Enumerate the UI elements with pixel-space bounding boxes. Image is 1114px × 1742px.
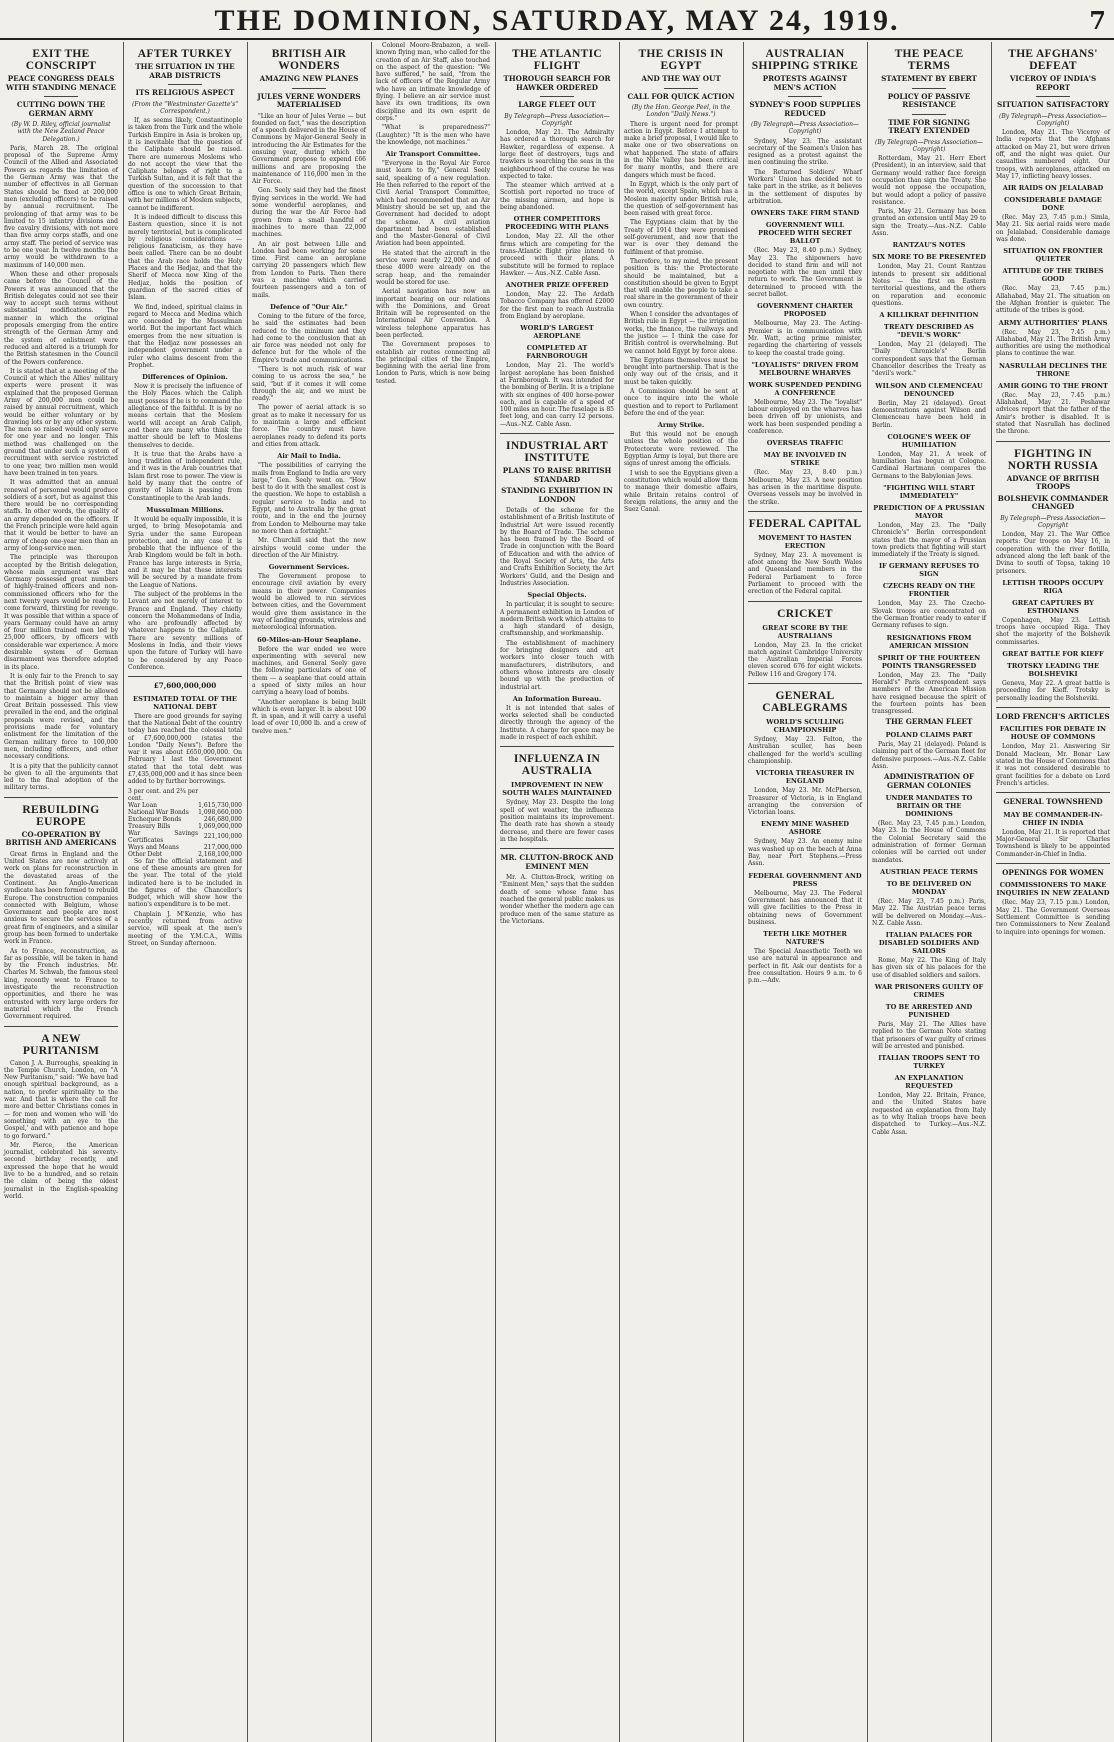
divider [292, 88, 326, 89]
paragraph: Rotterdam, May 21. Herr Ebert (President), in an interview, said that Germany would rather face foreign occupation than sign the Treaty. She would not oppose the occupation, but would adopt a policy of passive resistance. [872, 155, 986, 206]
paragraph: The establishment of machinery for bringing designers and art workers into closer touch with manufacturers, distributors, and others whose interests are closely bound up with the production of industrial art. [500, 639, 614, 691]
headline: INDUSTRIAL ART INSTITUTE [506, 440, 608, 464]
divider [540, 96, 574, 97]
paragraph: It was admitted that an annual renewal of personnel would produce soldiers of a sort, but as against this there would be no corresponding staffs. In other words, the quality of an army depended on the officers. If the French principle were held again that it would be better to have an army of cheap one-year men than an army of long-service men. [4, 479, 118, 552]
divider [4, 1026, 118, 1027]
paragraph: London, May 21. The Admiralty has ordered a thorough search for Hawker, regardless of expense. A large fleet of destroyers, tugs and trawlers is searching the seas in the neighbourhood of the course he was expected to take. [500, 129, 614, 180]
section-heading: 60-Miles-an-Hour Seaplane. [257, 635, 361, 644]
column-8 [868, 42, 990, 1742]
section-heading: ITALIAN PALACES FOR DISABLED SOLDIERS AND SAILORS [878, 931, 980, 956]
paragraph: Rome, May 22. The King of Italy has given six of his palaces for the use of disabled soldiers and sailors. [872, 957, 986, 979]
section-heading: UNDER MANDATES TO BRITAIN OR THE DOMINIONS [885, 794, 973, 819]
paragraph: Mr. Churchill said that the new airships would come under the direction of the Air Ministry. [252, 537, 366, 559]
section-heading: WORK SUSPENDED PENDING A CONFERENCE [748, 380, 862, 397]
paragraph: London, May 22. Britain, France, and the United States have requested an explanation from Italy as to why Italian troops have been dispatched to Turkey.—Aus.-N.Z. Cable Assn. [872, 1092, 986, 1136]
paragraph: Mr. Pierce, the American journalist, celebrated his seventy-second birthday recently, and expressed the hope that he would live to be a hundred, and so retain the claim of being the oldest journalist in the English-speaking world. [4, 1141, 118, 1200]
divider [996, 863, 1110, 864]
paragraph: (Rec. May 23, 7.15 p.m.) London, May 21. The Government Overseas Settlement Committee is sending two Commissioners to New Zealand to inquire into openings for women. [996, 899, 1110, 936]
section-heading: COMMISSIONERS TO MAKE INQUIRIES IN NEW ZEALAND [996, 881, 1110, 898]
headline: CRICKET [777, 607, 833, 620]
subheadline: CO-OPERATION BY BRITISH AND AMERICANS [5, 829, 117, 848]
section-heading: ITALIAN TROOPS SENT TO TURKEY [878, 1054, 980, 1071]
subheadline: TIME FOR SIGNING TREATY EXTENDED [888, 117, 970, 135]
section-heading: Special Objects. [527, 591, 587, 600]
section-heading: WORLD'S SCULLING CHAMPIONSHIP [766, 718, 844, 735]
paragraph: London, May 21. It is reported that Major-General Sir Charles Townshend is likely to be appointed Commander-in-Chief in India. [996, 828, 1110, 858]
paragraph: So far the official statement and one of these amounts are given for the year. The total of the yield indicated here is to be included in the figures of the Chancellor's Budget, which will show how the nation's expenditure is to be met. [128, 857, 242, 909]
divider [128, 676, 242, 677]
divider [500, 848, 614, 849]
section-heading: A KILLIKRAT DEFINITION [879, 311, 979, 320]
paragraph: Aerial navigation has now an important bearing on our relations with the Dominions, and Great Britain will be represented on the International Air Convention. A wireless telephone apparatus has been perfected. [376, 288, 490, 339]
table-row: War Savings Certificates 221,100,000 [128, 829, 242, 844]
subheadline: POLICY OF PASSIVE RESISTANCE [887, 91, 971, 109]
section-heading: TREATY DESCRIBED AS "DEVIL'S WORK" [884, 323, 974, 340]
paragraph: If, as seems likely, Constantinople is taken from the Turk and the whole Turkish Empire in Asia is broken up, it is inevitable that the question of the Caliphate should be raised. There are numerous Moslems who do not accept the view that the Caliphate belongs of right to a Turkish Sultan, and it is felt that the question of the succession to that office is one to which Great Britain, with her millions of Moslem subjects, cannot be indifferent. [128, 117, 242, 212]
section-heading: Differences of Opinion. [142, 373, 228, 382]
paragraph: London, May 21. The War Office reports: Our troops on May 16, in cooperation with the river flotilla, advanced along the left bank of the Dvina to south of Topsa, taking 10 prisoners. [996, 531, 1110, 575]
headline: GENERAL CABLEGRAMS [762, 690, 848, 715]
divider [996, 441, 1110, 442]
table-row: National War Bonds 1,098,660,000 [128, 808, 242, 816]
paragraph: Melbourne, May 23. The Acting-Premier is in communication with Mr. Watt, acting prime minister, regarding the chartering of vessels to keep the coastal trade going. [748, 320, 862, 357]
divider [996, 707, 1110, 708]
paragraph: The Egyptians claim that by the Treaty of 1914 they were promised self-government, and now that the war is over they demand the fulfilment of that promise. [624, 219, 738, 256]
paragraph: Great firms in England and the United States are now actively at work on plans for reconstruction in the devastated areas of the Continent. An Anglo-American syndicate has been formed to rebuild Europe. The construction companies connected with Belgium, whose Government and people are most anxious to secure the services of a great firm of engineers, and a similar group has been formed to undertake work in France. [4, 850, 118, 946]
paragraph: Sydney, May 23. Despite the long spell of wet weather, the influenza position maintains its improvement. The death rate has shown a steady decrease, and there are fewer cases in the hospitals. [500, 799, 614, 843]
subheadline: IMPROVEMENT IN NEW SOUTH WALES MAINTAINED [502, 781, 612, 798]
section-heading: SIX MORE TO BE PRESENTED [872, 253, 986, 262]
paragraph: The steamer which arrived at a Scottish port reported no trace of the missing airmen, and hope is being abandoned. [500, 182, 614, 212]
table-row: War Loan 1,615,730,000 [128, 801, 242, 809]
section-heading: WILSON AND CLEMENCEAU DENOUNCED [875, 381, 983, 398]
table-row: Ways and Means 217,000,000 [128, 843, 242, 851]
divider [168, 84, 202, 85]
paragraph: Paris, March 28. The original proposal of the Supreme Army Council of the Allied and Associated Powers as regards the limitation of the German Army was that the number of effectives in all German States should be fixed at 200,000 men (excluding officers) to be raised by annual recruitment. The prolonging of that army was to be limited to 15 infantry divisions and five cavalry divisions, with not more than five army corps staffs, and one army staff. The period of service was to be one year. In twelve months the army would be withdrawn to a maximum of 140,000 men. [4, 144, 118, 269]
paragraph: When these and other proposals came before the Council of the Powers it was announced that the British delegates could not see their way to accept such terms without substantial modifications. The manner in which the original proposals emerging from the entire strength of the German Army and the system of enlistment were reduced and altered is a triumph for the British statesmen in the Council of the Powers conference. [4, 270, 118, 366]
headline: A NEW PURITANISM [22, 1032, 100, 1057]
headline: BRITISH AIR WONDERS [271, 48, 347, 72]
subheadline: ITS RELIGIOUS ASPECT [135, 88, 235, 97]
paragraph: "There is not much risk of war coming to us across the sea," he said, "but if it comes it will come through the air, and we must be ready." [252, 366, 366, 403]
paragraph: There is urgent need for prompt action in Egypt. Before I attempt to make a brief proposal, I would like to make one or two observations on what happened. The state of affairs in the Nile Valley has been critical for many months, and there are dangers which must be faced. [624, 120, 738, 179]
paragraph: In Egypt, which is the only part of the world, except Spain, which has a Moslem majority under British rule, the question of self-government has been raised with great force. [624, 180, 738, 218]
divider [912, 114, 946, 115]
table-row: Other Debt 2,168,100,000 [128, 850, 242, 858]
subheadline: ADVANCE OF BRITISH TROOPS [1006, 473, 1100, 492]
section-heading: NASRULLAH DECLINES THE THRONE [998, 361, 1108, 378]
column-3 [248, 42, 370, 1742]
divider [1036, 96, 1070, 97]
paragraph: He stated that the aircraft in the service were nearly 22,000 and of these 4000 were already on the scrap heap, and the remainder would be stored for use. [376, 249, 490, 286]
paragraph: London, May 23. Mr. McPherson, Treasurer of Victoria, is in England arranging the conversion of Victorian loans. [748, 787, 862, 817]
paragraph: (Rec. May 23, 7.45 p.m.) Allahabad, May 21. Peshawar advices report that the father of the Amir's brother is disabled. It is stated that Nasrullah has declined the throne. [996, 391, 1110, 436]
paragraph: It is stated that at a meeting of the Council at which the Allies' military experts were present it was explained that the proposed German Army of 200,000 men could be raised by annual recruitment, which would be either voluntary or by drawing lots or by any other system. The men so raised would only serve for one year and no longer. This method was challenged on the ground that under such a system of recruitment with service restricted to one year, two million men would have been trained in ten years. [4, 367, 118, 477]
headline: OPENINGS FOR WOMEN [1002, 867, 1104, 877]
paragraph: London, May 23. In the cricket match against Cambridge University the Australian Imperial Forces eleven scored 676 for eight wickets. Pellew 116 and Gregory 174. [748, 641, 862, 678]
section-heading: CZECHS READY ON THE FRONTIER [882, 582, 976, 599]
section-heading: FEDERAL GOVERNMENT AND PRESS [748, 871, 862, 888]
column-5 [496, 42, 618, 1742]
divider [500, 433, 614, 434]
paragraph: (Rec. May 23, 8.40 p.m.) Sydney, May 23. The shipowners have decided to stand firm and will not negotiate with the men until they return to work. The Government is determined to proceed with the secret ballot. [748, 247, 862, 299]
section-heading: OVERSEAS TRAFFIC [766, 439, 844, 448]
paragraph: Copenhagen, May 23. Lettish troops have occupied Riga. They shot the majority of the Bolshevik commissaries. [996, 616, 1110, 646]
paragraph: London, May 21. Answering Sir Donald Maclean, Mr. Bonar Law stated in the House of Commons that it was not considered desirable to grant facilities for a debate on Lord French's articles. [996, 743, 1110, 787]
paragraph: Therefore, to my mind, the present position is this: the Protectorate should be maintained, but a constitution should be given to Egypt that will enable the people to take a real share in the government of their own country. [624, 257, 738, 309]
paragraph: The power of aerial attack is so great as to make it necessary for us to maintain a large and efficient force. The country must have aeroplanes ready to defend its ports and cities from attack. [252, 404, 366, 448]
paragraph: (Rec. May 23, 7.45 p.m.) Paris, May 22. The Austrian peace terms will be delivered on Monday.—Aus.-N.Z. Cable Assn. [872, 897, 986, 927]
paragraph: Colonel Moore-Brabazon, a well-known flying man, who called for the creation of an Air Staff, also touched on the aspect of the question: "We have suffered," he said, "from the lack of officers of the Regular Army who have an intimate knowledge of flying. I believe an air service must have its own traditions, its own discipline and its own esprit de corps." [376, 42, 490, 122]
section-heading: Air Transport Committee. [385, 150, 481, 159]
subheadline: MOVEMENT TO HASTEN ERECTION [758, 533, 852, 550]
headline: REBUILDING EUROPE [22, 803, 100, 828]
table-row: Treasury Bills 1,069,000,000 [128, 822, 242, 830]
subheadline: AND THE WAY OUT [641, 74, 721, 83]
headline: THE AFGHANS' DEFEAT [1008, 48, 1098, 72]
paragraph: Paris, May 21. The Allies have replied to the German Note stating that prisoners of war guilty of crimes will be arrested and punished. [872, 1021, 986, 1050]
section-heading: An Information Bureau. [512, 694, 602, 703]
byline: (By W. D. Riley, official journalist with the New Zealand Peace Delegation.) [11, 121, 111, 143]
section-heading: TROTSKY LEADING THE BOLSHEVIKI [1006, 662, 1100, 679]
paragraph: The Egyptians themselves must be brought into partnership. That is the only way out of the crisis, and it must be taken quickly. [624, 356, 738, 386]
paragraph: It is a pity that the publicity cannot be given to all the arguments that led to the final adoption of the military terms. [4, 762, 118, 792]
section-heading: ENEMY MINE WASHED ASHORE [761, 820, 849, 837]
subheadline: STATEMENT BY EBERT [881, 74, 977, 83]
section-heading: LETTISH TROOPS OCCUPY RIGA [1002, 578, 1104, 595]
paragraph: Melbourne, May 23. The "loyalist" labour employed on the wharves has been driven off by unionists, and work has been suspended pending a conference. [748, 398, 862, 436]
paragraph: Gen. Seely said they had the finest flying services in the world. We had some wonderful aeroplanes, and during the war the Air Force had grown from a small handful of machines to more than 22,000 machines. [252, 187, 366, 239]
table-row: 3 per cent. and 2¾ per cent. [128, 787, 199, 802]
paragraph: The Government propose to encourage civil aviation by every means in their power. Companies would be allowed to run services between cities, and the Government would give them assistance in the way of landing grounds, wireless and meteorological information. [252, 573, 366, 632]
section-heading: VICTORIA TREASURER IN ENGLAND [755, 769, 855, 786]
byline: (By Telegraph—Press Association—Copyright) [875, 138, 983, 153]
section-heading: SITUATION ON FRONTIER QUIETER [1003, 247, 1103, 264]
paragraph: "Everyone in the Royal Air Force must learn to fly," General Seely said, speaking of a new regulation. He then referred to the report of the Civil Aerial Transport Committee, which had recommended that an Air Ministry should be set up, and the Government had decided to adopt the scheme. A civil aviation department had been established and the Master-General of Civil Aviation had been appointed. [376, 160, 490, 248]
paragraph: London, May 23. The "Daily Herald's" Paris correspondent says members of the American Mission have resigned because the spirit of the fourteen points has been transgressed. [872, 671, 986, 716]
divider [912, 88, 946, 89]
headline: EXIT THE CONSCRIPT [25, 48, 97, 72]
section-heading: GREAT BATTLE FOR KIEFF [1002, 650, 1104, 659]
section-heading: CONSIDERABLE DAMAGE DONE [1004, 196, 1102, 213]
section-heading: COLOGNE'S WEEK OF HUMILIATION [887, 432, 971, 449]
section-heading: Mussulman Millions. [146, 505, 224, 514]
paragraph: Paris, May 21. Germany has been granted an extension until May 29 to sign the Treaty.—Aus.-N.Z. Cable Assn. [872, 208, 986, 238]
masthead [0, 0, 1114, 40]
paragraph: It is true that the Arabs have a long tradition of independent rule, and it was in the Arab countries that Islam first rose to power. The view is held by many that the centre of gravity of Islam is passing from Constantinople to the Arab lands. [128, 450, 242, 502]
paragraph: (Rec. May 23, 7.45 p.m.) Allahabad, May 21. The British Army authorities are using the methodical plans to continue the war. [996, 328, 1110, 358]
paragraph: But this would not be enough unless the whole position of the Protectorate were reviewed. The Egyptian Army is loyal, but there are signs of unrest among the officials. [624, 431, 738, 468]
paragraph: When I consider the advantages of British rule in Egypt — the irrigation works, the finance, the railways and the justice — I think the case for British control is overwhelming. But we cannot hold Egypt by force alone. [624, 311, 738, 355]
paragraph: Now it is precisely the influence of the Holy Places which the Caliph must possess if he is to command the allegiance of the faithful. It is by no means certain that the Moslem world will accept an Arab Caliph, and there are many who think the matter should be left to Moslems themselves to decide. [128, 383, 242, 449]
byline: (By the Hon. George Peel, in the London "Daily News.") [631, 104, 731, 119]
section-heading: ARMY AUTHORITIES' PLANS [998, 318, 1108, 327]
divider [4, 797, 118, 798]
paragraph: Chaplain J. M'Kenzie, who has recently returned from active service, will speak at the men's meeting of the Y.M.C.A., Willis Street, on Sunday afternoon. [128, 910, 242, 947]
subheadline: PLANS TO RAISE BRITISH STANDARD [502, 466, 612, 484]
section-heading: FACILITIES FOR DEBATE IN HOUSE OF COMMONS [999, 725, 1107, 742]
divider [664, 88, 698, 89]
paragraph: It is indeed difficult to discuss this Eastern question, since it is not merely territorial, but is complicated by religious considerations — religious fanaticism, as they have been called. There can be no doubt that the Arab race holds the Holy Places and the Hedjaz, and that the Sherif of Mecca now King of the Hedjaz, holds the position of guardian of the sacred cities of Islam. [128, 213, 242, 302]
section-heading: RANTZAU'S NOTES [892, 241, 966, 250]
paragraph: London, May 21 (delayed). The "Daily Chronicle's" Berlin correspondent says that the German Chancellor describes the Treaty as "devil's work." [872, 341, 986, 378]
subheadline: JULES VERNE WONDERS MATERIALISED [257, 91, 361, 109]
section-heading: OTHER COMPETITORS PROCEEDING WITH PLANS [505, 215, 609, 232]
paragraph: It is not intended that sales of works selected shall be conducted directly through the agency of the Institute. A charge for space may be made in respect of each exhibit. [500, 704, 614, 742]
headline: ADMINISTRATION OF GERMAN COLONIES [883, 772, 975, 790]
byline: By Telegraph—Press Association—Copyright [1000, 514, 1106, 529]
divider [996, 792, 1110, 793]
column-1 [0, 42, 122, 1742]
paragraph: In particular, it is sought to secure: A permanent exhibition in London of modern British work which attains to a high standard of design, craftsmanship, and workmanship. [500, 601, 614, 638]
paragraph: Sydney, May 23. An enemy mine was washed up on the beach at Anna Bay, near Port Stephens.—Press Assn. [748, 838, 862, 868]
headline: FEDERAL CAPITAL [748, 517, 862, 530]
subheadline: CALL FOR QUICK ACTION [627, 91, 735, 101]
byline: (By Telegraph—Press Association—Copyright) [999, 112, 1107, 127]
section-heading: GOVERNMENT WILL PROCEED WITH SECRET BALLOT [758, 221, 852, 246]
paragraph: (Rec. May 23, 7.45 p.m.) London, May 23. In the House of Commons the Colonial Secretary said the administration of former German colonies will be carried out under mandates. [872, 820, 986, 864]
section-heading: RESIGNATIONS FROM AMERICAN MISSION [886, 633, 972, 650]
paragraph: The Special Anaesthetic Teeth we use are natural in appearance and perfect in fit. Ask our dentists for a free consultation. Hours 9 a.m. to 6 p.m.—Adv. [748, 948, 862, 985]
headline: THE GERMAN FLEET [885, 717, 973, 727]
section-heading: "FIGHTING WILL START IMMEDIATELY" [883, 484, 975, 500]
paragraph: An air post between Lille and London had been working for some time. First came an aeroplane carrying 20 passengers which flew from London to Paris. Then there was a machine which carried fourteen passengers and a ton of mails. [252, 240, 366, 299]
section-heading: TO BE ARRESTED AND PUNISHED [885, 1003, 973, 1019]
divider [748, 511, 862, 512]
paragraph: London, May 21. The world's largest aeroplane has been finished at Farnborough. It was intended for the bombing of Berlin. It is a triplane with six engines of 400 horse-power each, and is capable of a speed of 100 miles an hour. The fuselage is 85 feet long, and can carry 12 persons.—Aus.-N.Z. Cable Assn. [500, 362, 614, 428]
paragraph: Berlin, May 21 (delayed). Great demonstrations against Wilson and Clemenceau have been held in Berlin. [872, 399, 986, 429]
section-heading: TO BE DELIVERED ON MONDAY [886, 879, 972, 896]
paragraph: London, May 22. All the other firms which are competing for the trans-Atlantic flight prize intend to proceed with their plans. A substitute will be formed to replace Hawker. — Aus.-N.Z. Cable Assn. [500, 233, 614, 277]
paragraph: (Rec. May 23, 8.40 p.m.) Melbourne, May 23. A new position has arisen in the maritime dispute. Overseas vessels may be involved in the strike. [748, 469, 862, 506]
paragraph: The subject of the problems in the Levant are not merely of interest to France and England. They chiefly concern the Mohammedans of India, who are profoundly affected by whatever happens to the Caliphate. There are seventy millions of Moslems in India, and their views upon the future of Turkey will have to be considered by any Peace Conference. [128, 590, 242, 671]
section-heading: MAY BE INVOLVED IN STRIKE [763, 451, 847, 468]
section-heading: AN EXPLANATION REQUESTED [894, 1074, 964, 1091]
section-heading: Defence of "Our Air." [270, 302, 348, 311]
headline: MR. CLUTTON-BROCK AND EMINENT MEN [500, 853, 614, 871]
paragraph: (Rec. May 23, 7.45 p.m.) Allahabad, May 21. The situation on the Afghan frontier is quieter. The attitude of the tribes is good. [996, 285, 1110, 315]
paragraph: (Rec. May 23, 7.45 p.m.) Simla, May 21. Six aerial raids were made on Jelalabad. Considerable damage was done. [996, 214, 1110, 244]
column-4 [372, 42, 494, 1742]
paragraph: A Commission should be sent at once to inquire into the whole question and to report to Parliament before the end of the year. [624, 387, 738, 417]
column-9 [992, 42, 1114, 1742]
column-7 [744, 42, 866, 1742]
byline: (By Telegraph—Press Association—Copyright) [751, 121, 859, 136]
section-heading: Air Mail to India. [277, 452, 341, 461]
section-heading: IF GERMANY REFUSES TO SIGN [878, 562, 980, 579]
section-heading: ANOTHER PRIZE OFFERED [505, 281, 609, 290]
subheadline: PEACE CONGRESS DEALS WITH STANDING MENACE [6, 74, 116, 92]
headline: THE CRISIS IN EGYPT [638, 48, 724, 72]
section-heading: GREAT CAPTURES BY ESTHONIANS [1012, 598, 1094, 615]
divider [500, 746, 614, 747]
section-heading: TEETH LIKE MOTHER NATURE'S [763, 930, 847, 947]
section-heading: Government Services. [268, 563, 350, 572]
headline: THE ATLANTIC FLIGHT [512, 48, 602, 72]
divider [44, 96, 78, 97]
divider [788, 96, 822, 97]
section-heading: SPIRIT OF THE FOURTEEN POINTS TRANSGRESSED [877, 653, 981, 670]
subheadline: THOROUGH SEARCH FOR HAWKER ORDERED [503, 74, 611, 92]
headline: INFLUENZA IN AUSTRALIA [513, 753, 601, 778]
headline: GENERAL TOWNSHEND [1003, 797, 1103, 807]
paragraph: Paris, May 21 (delayed). Poland is claiming part of the German fleet for defensive purposes.—Aus.-N.Z. Cable Assn. [872, 740, 986, 770]
paragraph: Sydney, May 23. Felton, the Australian sculler, has been challenged for the world's sculling championship. [748, 736, 862, 765]
paragraph: Details of the scheme for the establishment of a British Institute of Industrial Art were issued recently by the Board of Trade. The scheme has been framed by the Board of Trade in conjunction with the Board of Education and with the advice of the Royal Society of Arts, the Arts and Crafts Exhibition Society, the Art Workers' Guild, and the Design and Industries Association. [500, 507, 614, 587]
paragraph: Melbourne, May 23. The Federal Government has announced that it will give facilities to the Press in obtaining news of Government business. [748, 889, 862, 926]
subheadline: SYDNEY'S FOOD SUPPLIES REDUCED [749, 100, 861, 118]
paragraph: "Another aeroplane is being built which is even larger. It is about 100 ft. in span, and it will carry a useful load of over 10,000 lb. and a crew of twelve men." [252, 698, 366, 735]
headline: LORD FRENCH'S ARTICLES [996, 711, 1110, 721]
subheadline: AMAZING NEW PLANES [259, 74, 359, 83]
headline: AFTER TURKEY [137, 48, 233, 60]
subheadline: STANDING EXHIBITION IN LONDON [501, 486, 613, 504]
subheadline: BOLSHEVIK COMMANDER CHANGED [997, 493, 1109, 512]
paragraph: As to France, reconstruction, as far as possible, will be taken in hand by the French industries. Mr. Charles M. Schwab, the famous steel king, recently went to France to investigate the reconstruction opportunities, and there he was entrusted with very large orders for material which the French Government required. [4, 947, 118, 1021]
section-heading: WORLD'S LARGEST AEROPLANE [520, 324, 594, 341]
section-heading: GOVERNMENT CHARTER PROPOSED [757, 302, 853, 319]
paragraph: London, May 21. Count Rantzau intends to present six additional Notes — the first on Eastern territorial questions, and the others on reparation and economic questions. [872, 263, 986, 307]
paragraph: Mr. A. Clutton-Brock, writing on "Eminent Men," says that the sudden death of some whose fame has reached the general public makes us wonder whether the modern age can produce men of the same stature as the Victorians. [500, 874, 614, 925]
divider [748, 683, 862, 684]
paragraph: There are good grounds for saying that the National Debt of the country today has reached the colossal total of £7,600,000,000 (states the London "Daily News"). Before the war it was about £650,000,000. On February 1 last the Government stated that the total debt was £7,435,000,000 and it has since been added to by further borrowings. [128, 712, 242, 786]
section-heading: OWNERS TAKE FIRM STAND [750, 209, 860, 218]
paragraph: I wish to see the Egyptians given a constitution which would allow them to manage their domestic affairs, while Britain retains control of foreign relations, the army and the Suez Canal. [624, 469, 738, 514]
paragraph: "What is preparedness?" (Laughter.) "It is the men who have the knowledge, not machines." [376, 124, 490, 146]
section-heading: COMPLETED AT FARNBOROUGH [526, 344, 588, 361]
debt-table [128, 788, 242, 858]
column-2 [124, 42, 246, 1742]
subheadline: THE SITUATION IN THE ARAB DISTRICTS [135, 62, 235, 80]
columns [0, 42, 1114, 1742]
subheadline: VICEROY OF INDIA'S REPORT [1009, 74, 1097, 92]
section-heading: AIR RAIDS ON JELALABAD [1002, 184, 1104, 193]
paragraph: London, May 22. The Ardath Tobacco Company has offered £2000 for the first man to reach Australia from England by aeroplane. [500, 291, 614, 321]
paragraph: Geneva, May 22. A great battle is proceeding for Kieff. Trotsky is personally leading the Bolsheviki. [996, 680, 1110, 702]
paragraph: It is only fair to the French to say that the British point of view was that Germany should not be allowed to maintain a bigger army than Great Britain possessed. This view prevailed in the end, and the original proposals were revised, and the provisions made for voluntary enlistment for the limitation of the German military force to 100,000 men, including officers, and other necessary conditions. [4, 672, 118, 761]
headline: FIGHTING IN NORTH RUSSIA [1007, 447, 1099, 472]
subheadline: CUTTING DOWN THE GERMAN ARMY [16, 100, 106, 118]
section-heading: AUSTRIAN PEACE TERMS [880, 867, 978, 876]
paragraph: London, May 23. The "Daily Chronicle's" Berlin correspondent states that the mayor of a Prussian town predicts that fighting will start immediately if the Treaty is signed. [872, 522, 986, 559]
paragraph: London, May 21. The Viceroy of India reports that the Afghans attacked on May 21, but were driven off, and the night was quiet. Our casualties numbered eight. Our troops, with aeroplanes, attacked on May 17, inflicting heavy losses. [996, 129, 1110, 180]
section-heading: MAY BE COMMANDER-IN-CHIEF IN INDIA [1003, 810, 1103, 827]
section-heading: ATTITUDE OF THE TRIBES GOOD [1002, 267, 1104, 284]
section-heading: "LOYALISTS" DRIVEN FROM MELBOURNE WHARVES [751, 360, 859, 377]
headline: AUSTRALIAN SHIPPING STRIKE [751, 48, 859, 72]
paragraph: It would be equally impossible, it is urged, to bring Mesopotamia and Syria under the same European protection, and in any case it is probable that the influence of the Arab Kingdom would be felt in both. France has large interests in Syria, and it may be that these interests will be secured by a mandate from the League of Nations. [128, 515, 242, 589]
paragraph: Before the war ended we were experimenting with several new machines, and General Seely gave the following particulars of one of them — a seaplane that could attain a speed of sixty miles an hour carrying a heavy load of bombs. [252, 645, 366, 697]
paragraph: Canon J. A. Burroughs, speaking in the Temple Church, London, on "A New Puritanism," said: "We have had enough spiritual background, as a nation, to prefer spirituality to the war. And that is where the call for more and better Christians comes in — for men and women who will 'do something with an eye to the Gospel,' and with patience and hope to go forward." [4, 1059, 118, 1140]
paragraph: London, May 23. The Czecho-Slovak troops are concentrated on the German frontier ready to enter if Germany refuses to sign. [872, 600, 986, 630]
page-number: 7 [1089, 6, 1106, 35]
section-heading: POLAND CLAIMS PART [885, 730, 973, 739]
byline: By Telegraph—Press Association—Copyright [504, 112, 610, 127]
paragraph: "The possibilities of carrying the mails from England to India are very large," Gen. Seely went on. "How best to do it with the smallest cost is the question. We hope to establish a regular service to India and to Egypt, and to Australia by the great route, and in the end the journey from London to Melbourne may take no more than a fortnight." [252, 462, 366, 535]
paragraph: "Like an hour of Jules Verne — but founded on fact," was the description of a speech delivered in the House of Commons by Major-General Seely in introducing the Air Estimates for the ensuing year, during which the Government propose to expend £66 millions and are proposing the maintenance of 116,000 men in the Air Force. [252, 112, 366, 186]
paragraph: We find, indeed, spiritual claims in regard to Mecca and Medina which are conceded by the Mussulman world. But the important fact which emerges from the new situation is that the Hedjaz now possesses an independent government under a ruler who claims descent from the Prophet. [128, 303, 242, 369]
section-heading: Army Strike. [657, 421, 705, 430]
subheadline: SITUATION SATISFACTORY [997, 100, 1109, 109]
divider [748, 601, 862, 602]
paragraph: Coming to the future of the force, he said the estimates had been reduced to the minimum and they had come to the conclusion that an air force was needed not only for defence but for the whole of the Empire's trade and communications. [252, 312, 366, 364]
paragraph: Sydney, May 23. The assistant secretary of the Seamen's Union has resigned as a protest against the men continuing the strike. [748, 137, 862, 167]
subheadline: ESTIMATED TOTAL OF THE NATIONAL DEBT [133, 694, 237, 711]
section-heading: PREDICTION OF A PRUSSIAN MAYOR [873, 504, 985, 520]
paragraph: The Government proposes to establish air routes connecting all the principal cities of the Empire, beginning with the aerial line from London to Paris, which is now being tested. [376, 341, 490, 385]
subheadline: GREAT SCORE BY THE AUSTRALIANS [762, 623, 848, 640]
paragraph: London, May 21. A week of humiliation has begun at Cologne. Cardinal Hartmann compares the Germans to the Babylonian Jews. [872, 450, 986, 480]
headline: £7,600,000,000 [153, 681, 217, 691]
masthead-title: THE DOMINION, SATURDAY, MAY 24, 1919. [214, 4, 900, 37]
column-6 [620, 42, 742, 1742]
headline: THE PEACE TERMS [894, 48, 964, 72]
paragraph: The Returned Soldiers' Wharf Workers' Union has decided not to take part in the strike, as it believes in the settlement of disputes by arbitration. [748, 168, 862, 205]
paragraph: The principle was thereupon accepted by the British delegation, whose main argument was that Germany possessed great numbers of highly-trained officers and non-commissioned officers who for the next twenty years would be ready to come forward, thirsting for revenge. It was possible that within a space of years Germany could have an army of four million trained men led by 25,000 officers, by officers with considerable war experience. A more desirable system of German disarmament was therefore adopted in its place. [4, 554, 118, 671]
subheadline: LARGE FLEET OUT [518, 100, 596, 109]
byline: (From the "Westminster Gazette's" Correspondent.) [131, 100, 239, 115]
paragraph: Sydney, May 23. A movement is afoot among the New South Wales and Queensland members in the Federal Parliament to force Parliament to proceed with the erection of the Federal capital. [748, 551, 862, 596]
table-row: Exchequer Bonds 246,680,000 [128, 815, 242, 823]
section-heading: AMIR GOING TO THE FRONT [998, 381, 1108, 390]
subheadline: PROTESTS AGAINST MEN'S ACTION [762, 74, 848, 92]
section-heading: WAR PRISONERS GUILTY OF CRIMES [874, 983, 984, 999]
